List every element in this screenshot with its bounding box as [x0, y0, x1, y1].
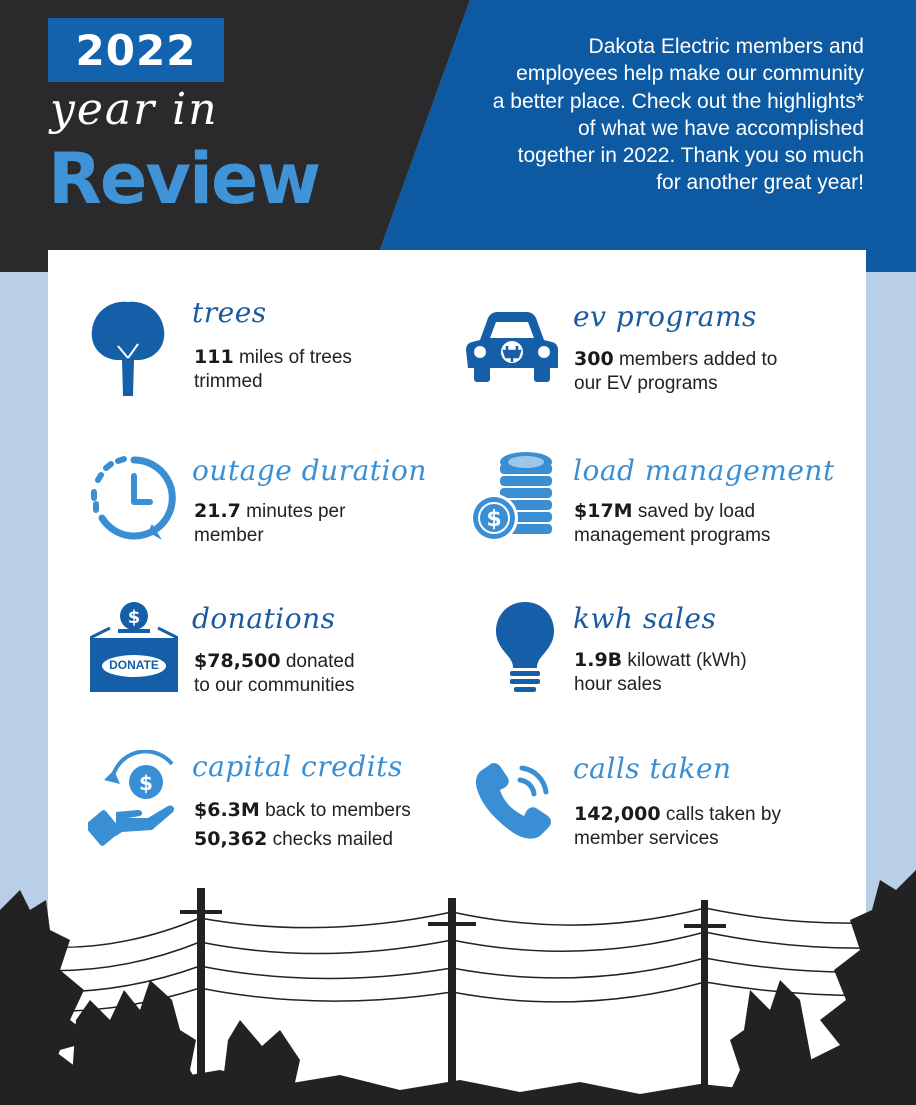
stat-desc — [574, 802, 781, 851]
stat-text: checks mailed — [272, 829, 393, 850]
hand-money-icon — [88, 750, 184, 846]
donate-box-label: DONATE — [109, 658, 159, 672]
intro-line: employees help make our community — [516, 62, 864, 86]
stat-title: load management — [573, 454, 835, 487]
year-in-label: year in — [50, 84, 219, 135]
stat-title: outage duration — [192, 454, 427, 487]
year-label: 2022 — [75, 25, 197, 75]
clock-icon — [88, 452, 180, 544]
stat-value: 300 — [574, 348, 614, 370]
stat-text: saved by load — [637, 501, 756, 522]
stat-text: kilowatt (kWh) — [627, 650, 747, 671]
stat-title: ev programs — [573, 300, 757, 333]
stat-text: minutes per — [246, 501, 346, 522]
stat-text: management programs — [574, 525, 771, 546]
stat-value: 21.7 — [194, 500, 241, 522]
coin-stack-icon — [470, 450, 556, 544]
header-banner — [0, 0, 916, 272]
stat-text: miles of trees — [238, 347, 352, 368]
stat-text: members added to — [618, 349, 778, 370]
stat-text: hour sales — [574, 674, 662, 695]
intro-text — [444, 33, 864, 197]
stat-desc — [194, 796, 411, 854]
intro-line: together in 2022. Thank you so much — [517, 144, 864, 168]
stat-text: our EV programs — [574, 373, 718, 394]
year-badge — [48, 18, 224, 82]
stat-desc — [194, 499, 345, 548]
donation-box-icon — [90, 600, 178, 692]
stat-value: $17M — [574, 500, 633, 522]
stat-value: 142,000 — [574, 803, 661, 825]
intro-line: Dakota Electric members and — [588, 35, 864, 58]
stat-text: member services — [574, 828, 719, 849]
stat-desc — [194, 649, 355, 698]
stat-text: trimmed — [194, 371, 263, 392]
tree-icon — [88, 298, 168, 398]
svg-text:$: $ — [486, 507, 502, 532]
intro-line: for another great year! — [656, 171, 864, 195]
stat-title: donations — [192, 602, 336, 635]
phone-icon — [474, 760, 554, 842]
electric-car-icon — [466, 312, 558, 384]
stat-value: 111 — [194, 346, 234, 368]
stat-value: $6.3M — [194, 799, 260, 821]
svg-text:$: $ — [127, 607, 141, 628]
stat-desc — [574, 347, 777, 396]
stat-text: to our communities — [194, 675, 355, 696]
stat-text: calls taken by — [665, 804, 781, 825]
stat-desc — [574, 499, 770, 548]
stat-value-secondary: 50,362 — [194, 828, 268, 850]
stat-value: 1.9B — [574, 649, 623, 671]
review-title: Review — [48, 138, 320, 220]
stat-desc — [574, 648, 747, 697]
stat-text: back to members — [265, 800, 411, 821]
stat-text: donated — [285, 651, 355, 672]
power-line-silhouette — [0, 870, 916, 1105]
stat-value: $78,500 — [194, 650, 281, 672]
intro-line: a better place. Check out the highlights* — [492, 89, 864, 113]
stat-title: calls taken — [573, 752, 732, 785]
stat-desc — [194, 345, 352, 394]
stat-title: capital credits — [192, 750, 403, 783]
stat-text: member — [194, 525, 264, 546]
svg-text:$: $ — [139, 771, 153, 795]
stat-title: trees — [192, 296, 267, 329]
stat-title: kwh sales — [573, 602, 717, 635]
lightbulb-icon — [494, 600, 556, 694]
intro-line: of what we have accomplished — [578, 116, 864, 140]
